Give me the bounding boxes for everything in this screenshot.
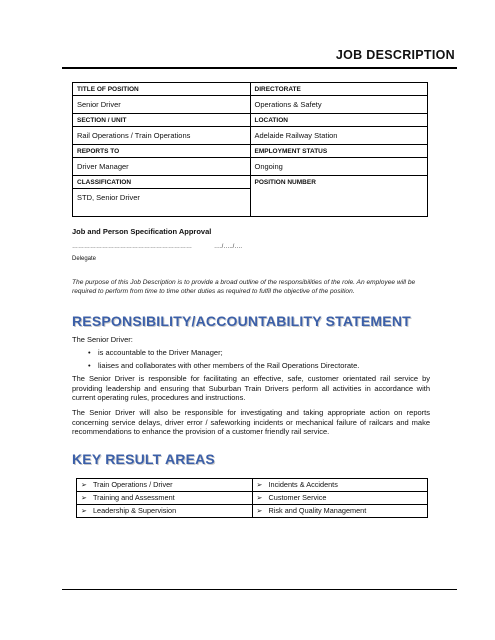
position-number-label: POSITION NUMBER bbox=[254, 179, 316, 186]
position-number-cell bbox=[250, 176, 428, 217]
responsibility-bullets bbox=[88, 348, 359, 374]
kra-cell bbox=[77, 492, 253, 505]
kra-cell bbox=[252, 479, 428, 492]
location-value: Adelaide Railway Station bbox=[250, 127, 428, 145]
section-unit-label: SECTION / UNIT bbox=[73, 114, 251, 127]
kra-text: Incidents & Accidents bbox=[268, 480, 338, 489]
table-row bbox=[77, 492, 428, 505]
location-label: LOCATION bbox=[250, 114, 428, 127]
responsibility-paragraph-1: The Senior Driver is responsible for facilitating an effective, safe, customer orientated rail service by providing leadership and ensuring that Suburban Train Drivers perform all activities in accordance with current operating rules, procedures and instructions. bbox=[72, 374, 430, 402]
date-line: …./…../…. bbox=[214, 244, 243, 250]
position-details-table bbox=[72, 82, 428, 217]
bullet-text: is accountable to the Driver Manager; bbox=[98, 348, 223, 357]
kra-text: Training and Assessment bbox=[93, 493, 175, 502]
reports-to-value: Driver Manager bbox=[73, 158, 251, 176]
directorate-label: DIRECTORATE bbox=[250, 83, 428, 96]
key-result-areas-table bbox=[76, 478, 428, 518]
footer-rule bbox=[62, 589, 457, 590]
list-item bbox=[88, 361, 359, 370]
table-row bbox=[77, 479, 428, 492]
kra-cell bbox=[252, 492, 428, 505]
approval-heading: Job and Person Specification Approval bbox=[72, 227, 212, 236]
table-row bbox=[77, 505, 428, 518]
bullet-dot-icon: • bbox=[88, 348, 91, 357]
kra-text: Leadership & Supervision bbox=[93, 506, 177, 515]
bullet-dot-icon: • bbox=[88, 361, 91, 370]
responsibility-paragraph-2: The Senior Driver will also be responsible for investigating and taking appropriate action on reports concerning service delays, driver error / safeworking incidents or mechanical failure of railcars and make recommendations to enhance the provision of a customer friendly rail service. bbox=[72, 408, 430, 436]
page-title: JOB DESCRIPTION bbox=[335, 48, 455, 62]
responsibility-heading: RESPONSIBILITY/ACCOUNTABILITY STATEMENT bbox=[72, 313, 411, 329]
arrowhead-right-icon: ➢ bbox=[256, 482, 263, 489]
classification-label: CLASSIFICATION bbox=[73, 176, 251, 189]
kra-cell bbox=[77, 479, 253, 492]
kra-cell bbox=[252, 505, 428, 518]
purpose-statement: The purpose of this Job Description is to provide a broad outline of the responsibilities of the role. An employee will be required to perform from time to time other duties as required to fulfil the objective of the position. bbox=[72, 279, 416, 295]
employment-status-label: EMPLOYMENT STATUS bbox=[250, 145, 428, 158]
key-result-areas-heading: KEY RESULT AREAS bbox=[72, 451, 215, 467]
arrowhead-right-icon: ➢ bbox=[81, 482, 87, 489]
kra-text: Train Operations / Driver bbox=[93, 480, 173, 489]
reports-to-label: REPORTS TO bbox=[73, 145, 251, 158]
bullet-text: liaises and collaborates with other members of the Rail Operations Directorate. bbox=[98, 361, 360, 370]
arrowhead-right-icon: ➢ bbox=[81, 508, 87, 515]
arrowhead-right-icon: ➢ bbox=[81, 495, 87, 502]
kra-text: Risk and Quality Management bbox=[268, 506, 367, 515]
arrowhead-right-icon: ➢ bbox=[256, 495, 263, 502]
delegate-label: Delegate bbox=[72, 256, 97, 262]
list-item bbox=[88, 348, 359, 357]
title-rule bbox=[62, 67, 457, 69]
section-unit-value: Rail Operations / Train Operations bbox=[73, 127, 251, 145]
kra-text: Customer Service bbox=[268, 493, 327, 502]
kra-cell bbox=[77, 505, 253, 518]
classification-value: STD, Senior Driver bbox=[73, 189, 251, 217]
responsibility-intro: The Senior Driver: bbox=[72, 335, 133, 344]
title-of-position-value: Senior Driver bbox=[73, 96, 251, 114]
directorate-value: Operations & Safety bbox=[250, 96, 428, 114]
employment-status-value: Ongoing bbox=[250, 158, 428, 176]
signature-line: …………………………………………………… bbox=[72, 244, 192, 250]
arrowhead-right-icon: ➢ bbox=[256, 508, 263, 515]
title-of-position-label: TITLE OF POSITION bbox=[73, 83, 251, 96]
